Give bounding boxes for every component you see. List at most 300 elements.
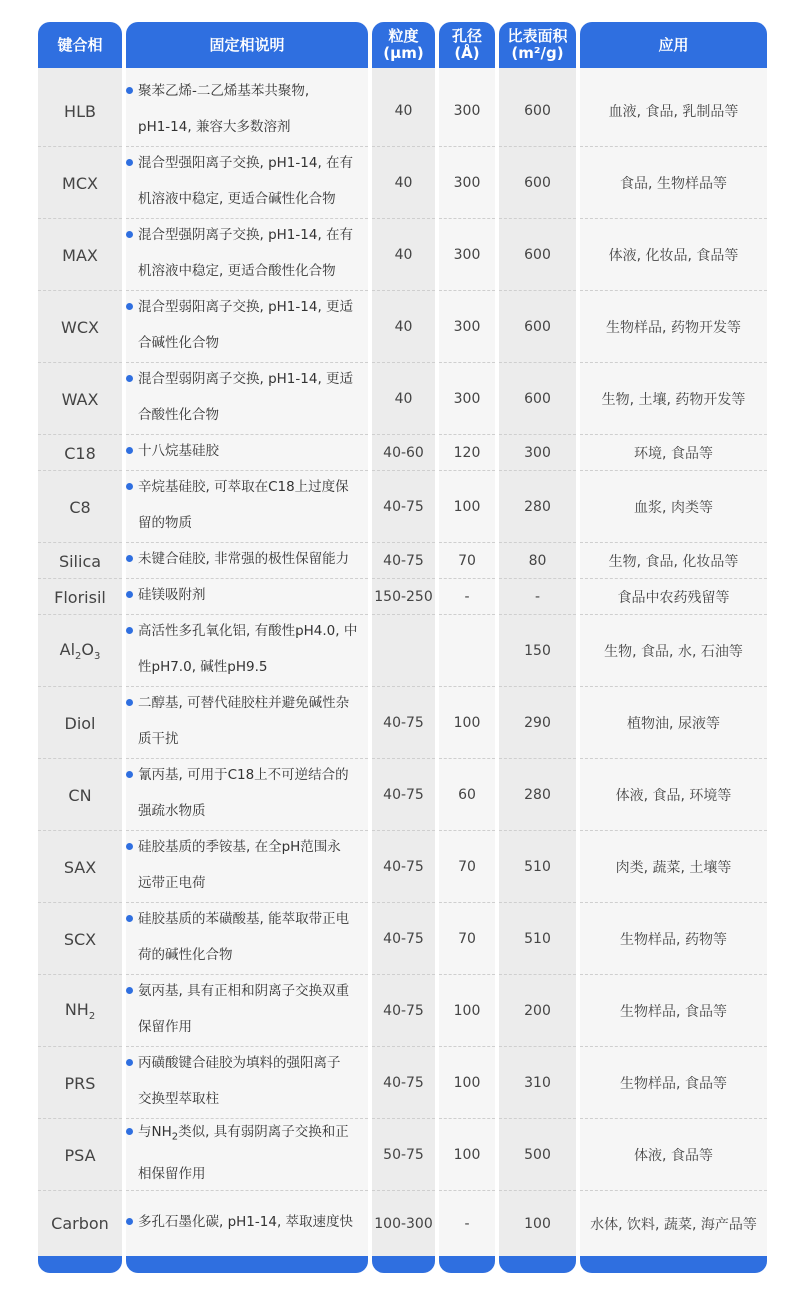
surface-area-cell	[499, 75, 576, 147]
bullet-dot-icon	[126, 771, 133, 778]
pore-size-value: 100	[453, 1075, 481, 1091]
application-cell	[580, 219, 767, 291]
bonded-phase-cell	[38, 1191, 122, 1256]
description-line: 聚苯乙烯-二乙烯基苯共聚物,	[138, 83, 310, 99]
bonded-phase-label: SAX	[63, 857, 97, 877]
stationary-phase-cell	[126, 687, 368, 759]
particle-size-value: 40	[394, 319, 413, 335]
application-value: 环境, 食品等	[634, 446, 713, 462]
pore-size-cell	[439, 435, 495, 471]
pore-size-value: 100	[453, 499, 481, 515]
pore-size-cell	[439, 903, 495, 975]
description-line: 多孔石墨化碳, pH1-14, 萃取速度快	[138, 1213, 354, 1230]
bonded-phase-label: Florisil	[54, 587, 106, 607]
formula-part: 2	[88, 1011, 96, 1023]
surface-area-cell	[499, 579, 576, 615]
application-value: 生物, 土壤, 药物开发等	[601, 392, 746, 408]
pore-size-cell	[439, 687, 495, 759]
stationary-phase-cell	[126, 1047, 368, 1119]
bonded-phase-label: SCX	[63, 929, 97, 949]
surface-area-value: 510	[524, 931, 551, 947]
bonded-phase-cell	[38, 471, 122, 543]
application-value: 生物样品, 食品等	[620, 1076, 727, 1092]
description-line: 性pH7.0, 碱性pH9.5	[138, 659, 268, 675]
description-line: 氰丙基, 可用于C18上不可逆结合的	[138, 767, 349, 783]
table-row	[0, 1047, 800, 1119]
pore-size-value: 300	[453, 175, 481, 191]
stationary-phase-cell	[126, 579, 368, 615]
description-line: 硅镁吸附剂	[138, 587, 206, 603]
description-line: 机溶液中稳定, 更适合酸性化合物	[138, 263, 336, 279]
particle-size-cell	[372, 147, 435, 219]
surface-area-value: 600	[524, 247, 551, 263]
description-line: 强疏水物质	[138, 803, 206, 819]
stationary-phase-description	[126, 613, 357, 685]
description-line: 交换型萃取柱	[138, 1091, 219, 1107]
surface-area-value: 500	[524, 1147, 551, 1163]
application-value: 生物样品, 食品等	[620, 1004, 727, 1020]
pore-size-value: 70	[458, 931, 476, 947]
particle-size-value: 40-75	[383, 787, 424, 803]
stationary-phase-description	[126, 901, 349, 973]
surface-area-value: 200	[524, 1003, 551, 1019]
header-application: 应用	[580, 22, 767, 68]
bonded-phase-cell	[38, 291, 122, 363]
pore-size-cell	[439, 1119, 495, 1191]
bonded-phase-label: MCX	[62, 173, 98, 193]
table-row	[0, 1191, 800, 1256]
bullet-dot-icon	[126, 375, 133, 382]
bonded-phase-label: PSA	[64, 1145, 96, 1165]
surface-area-value: 280	[524, 499, 551, 515]
bullet-dot-icon	[126, 555, 133, 562]
particle-size-value: 50-75	[383, 1147, 424, 1163]
description-line: pH1-14, 兼容大多数溶剂	[138, 119, 291, 135]
application-cell	[580, 687, 767, 759]
surface-area-cell	[499, 471, 576, 543]
stationary-phase-cell	[126, 291, 368, 363]
bonded-phase-label: PRS	[64, 1073, 96, 1093]
pore-size-cell	[439, 579, 495, 615]
stationary-phase-cell	[126, 615, 368, 687]
bonded-phase-label: WCX	[61, 317, 99, 337]
bullet-dot-icon	[126, 447, 133, 454]
application-cell	[580, 75, 767, 147]
bullet-dot-icon	[126, 987, 133, 994]
surface-area-cell	[499, 759, 576, 831]
bonded-phase-cell	[38, 975, 122, 1047]
table-row	[0, 903, 800, 975]
application-cell	[580, 831, 767, 903]
particle-size-value: 40-75	[383, 499, 424, 515]
formula-part: 2	[75, 651, 82, 663]
description-line: 留的物质	[138, 515, 192, 531]
particle-size-cell	[372, 615, 435, 687]
surface-area-cell	[499, 975, 576, 1047]
description-line: 高活性多孔氧化铝, 有酸性pH4.0, 中	[138, 623, 358, 639]
stationary-phase-cell	[126, 831, 368, 903]
stationary-phase-cell	[126, 975, 368, 1047]
bonded-phase-label: C8	[69, 497, 91, 517]
particle-size-cell	[372, 759, 435, 831]
surface-area-value: 310	[524, 1075, 551, 1091]
bonded-phase-label: WAX	[61, 389, 99, 409]
stationary-phase-description	[126, 1045, 341, 1117]
particle-size-value: 40-75	[383, 1003, 424, 1019]
surface-area-cell	[499, 1119, 576, 1191]
stationary-phase-cell	[126, 75, 368, 147]
bullet-dot-icon	[126, 591, 133, 598]
pore-size-cell	[439, 1191, 495, 1256]
surface-area-cell	[499, 1191, 576, 1256]
surface-area-value: 600	[524, 175, 551, 191]
header-stationary-phase: 固定相说明	[126, 22, 368, 68]
surface-area-value: -	[534, 589, 541, 605]
header-pore-size: 孔径 (Å)	[439, 22, 495, 68]
stationary-phase-description	[126, 973, 349, 1045]
surface-area-cell	[499, 903, 576, 975]
description-line: 荷的碱性化合物	[138, 947, 233, 963]
table-row	[0, 975, 800, 1047]
bullet-dot-icon	[126, 159, 133, 166]
header-bonded-phase: 键合相	[38, 22, 122, 68]
particle-size-cell	[372, 687, 435, 759]
surface-area-cell	[499, 219, 576, 291]
application-cell	[580, 615, 767, 687]
application-value: 血浆, 肉类等	[634, 500, 713, 516]
surface-area-value: 290	[524, 715, 551, 731]
table-row	[0, 759, 800, 831]
stationary-phase-description	[126, 217, 353, 289]
stationary-phase-description	[126, 685, 349, 757]
description-line: 丙磺酸键合硅胶为填料的强阳离子	[138, 1055, 341, 1071]
bonded-phase-formula	[65, 1000, 95, 1022]
particle-size-cell	[372, 435, 435, 471]
column-footer	[439, 1256, 495, 1273]
column-footer	[580, 1256, 767, 1273]
stationary-phase-description	[126, 145, 353, 217]
description-line: 混合型强阴离子交换, pH1-14, 在有	[138, 227, 354, 243]
particle-size-cell	[372, 219, 435, 291]
surface-area-value: 280	[524, 787, 551, 803]
application-cell	[580, 291, 767, 363]
pore-size-cell	[439, 759, 495, 831]
table-row	[0, 615, 800, 687]
description-line: 混合型弱阳离子交换, pH1-14, 更适	[138, 299, 354, 315]
particle-size-value: 40-60	[383, 445, 424, 461]
pore-size-value: 60	[458, 787, 476, 803]
bullet-dot-icon	[126, 915, 133, 922]
bonded-phase-cell	[38, 903, 122, 975]
surface-area-value: 300	[524, 445, 551, 461]
application-cell	[580, 975, 767, 1047]
bonded-phase-cell	[38, 831, 122, 903]
bullet-dot-icon	[126, 1059, 133, 1066]
stationary-phase-description	[126, 433, 219, 469]
application-cell	[580, 543, 767, 579]
pore-size-cell	[439, 975, 495, 1047]
column-footer	[38, 1256, 122, 1273]
description-line: 混合型弱阴离子交换, pH1-14, 更适	[138, 371, 354, 387]
particle-size-cell	[372, 291, 435, 363]
surface-area-value: 80	[528, 553, 547, 569]
bonded-phase-cell	[38, 543, 122, 579]
application-value: 体液, 化妆品, 食品等	[608, 248, 739, 264]
table-row	[0, 831, 800, 903]
stationary-phase-cell	[126, 435, 368, 471]
application-value: 体液, 食品, 环境等	[615, 788, 732, 804]
surface-area-cell	[499, 1047, 576, 1119]
application-value: 生物, 食品, 化妆品等	[608, 554, 739, 570]
surface-area-cell	[499, 435, 576, 471]
stationary-phase-description	[126, 541, 349, 577]
bonded-phase-label: C18	[64, 443, 96, 463]
surface-area-cell	[499, 543, 576, 579]
application-value: 肉类, 蔬菜, 土壤等	[615, 860, 732, 876]
particle-size-value: 40	[394, 391, 413, 407]
application-cell	[580, 363, 767, 435]
application-cell	[580, 759, 767, 831]
particle-size-cell	[372, 363, 435, 435]
bonded-phase-cell	[38, 435, 122, 471]
application-value: 生物样品, 药物等	[620, 932, 727, 948]
particle-size-cell	[372, 1119, 435, 1191]
column-footer	[372, 1256, 435, 1273]
bullet-dot-icon	[126, 843, 133, 850]
particle-size-cell	[372, 903, 435, 975]
surface-area-cell	[499, 615, 576, 687]
table-row	[0, 543, 800, 579]
application-value: 植物油, 尿液等	[627, 716, 720, 732]
bonded-phase-cell	[38, 147, 122, 219]
description-line: 未键合硅胶, 非常强的极性保留能力	[138, 551, 350, 567]
stationary-phase-cell	[126, 471, 368, 543]
surface-area-cell	[499, 147, 576, 219]
description-part: 2	[171, 1131, 179, 1143]
stationary-phase-description	[126, 757, 349, 829]
particle-size-value: 40-75	[383, 931, 424, 947]
stationary-phase-description	[126, 73, 309, 145]
table-row	[0, 363, 800, 435]
bonded-phase-label: CN	[68, 785, 92, 805]
table-row	[0, 291, 800, 363]
description-part: 类似, 具有弱阴离子交换和正	[178, 1124, 349, 1141]
bullet-dot-icon	[126, 1218, 133, 1225]
bonded-phase-cell	[38, 75, 122, 147]
table-row	[0, 435, 800, 471]
surface-area-cell	[499, 363, 576, 435]
bullet-dot-icon	[126, 1128, 133, 1135]
pore-size-cell	[439, 543, 495, 579]
application-cell	[580, 1191, 767, 1256]
bonded-phase-cell	[38, 363, 122, 435]
stationary-phase-cell	[126, 1119, 368, 1191]
particle-size-cell	[372, 1047, 435, 1119]
particle-size-value: 40-75	[383, 553, 424, 569]
pore-size-value: 70	[458, 859, 476, 875]
surface-area-value: 100	[524, 1215, 551, 1232]
formula-part: 3	[93, 651, 101, 663]
pore-size-value: 100	[453, 715, 481, 731]
application-cell	[580, 471, 767, 543]
bonded-phase-label: Diol	[64, 713, 96, 733]
pore-size-value: 120	[453, 445, 481, 461]
pore-size-cell	[439, 291, 495, 363]
table-row	[0, 471, 800, 543]
bonded-phase-cell	[38, 759, 122, 831]
application-value: 生物样品, 药物开发等	[606, 320, 741, 336]
stationary-phase-cell	[126, 759, 368, 831]
bonded-phase-formula	[60, 640, 101, 662]
description-line: 混合型强阳离子交换, pH1-14, 在有	[138, 155, 354, 171]
description-line: 机溶液中稳定, 更适合碱性化合物	[138, 191, 336, 207]
particle-size-value: 100-300	[374, 1215, 433, 1232]
particle-size-value: 40-75	[383, 859, 424, 875]
bonded-phase-cell	[38, 219, 122, 291]
description-line: 硅胶基质的季铵基, 在全pH范围永	[138, 839, 341, 855]
description-line: 二醇基, 可替代硅胶柱并避免碱性杂	[138, 695, 350, 711]
particle-size-value: 150-250	[374, 589, 433, 605]
table-row	[0, 75, 800, 147]
description-line: 相保留作用	[138, 1165, 206, 1182]
table-row	[0, 219, 800, 291]
surface-area-value: 600	[524, 319, 551, 335]
particle-size-value: 40	[394, 103, 413, 119]
particle-size-cell	[372, 831, 435, 903]
application-value: 血液, 食品, 乳制品等	[608, 104, 739, 120]
application-value: 食品, 生物样品等	[620, 176, 727, 192]
surface-area-value: 150	[524, 643, 551, 659]
pore-size-cell	[439, 615, 495, 687]
pore-size-cell	[439, 75, 495, 147]
surface-area-cell	[499, 291, 576, 363]
description-line: 硅胶基质的苯磺酸基, 能萃取带正电	[138, 911, 350, 927]
table-row	[0, 147, 800, 219]
particle-size-cell	[372, 1191, 435, 1256]
description-line: 远带正电荷	[138, 875, 206, 891]
surface-area-cell	[499, 687, 576, 759]
stationary-phase-description	[126, 361, 353, 433]
application-value: 食品中农药残留等	[617, 590, 730, 606]
pore-size-value: 70	[458, 553, 476, 569]
description-line: 质干扰	[138, 731, 179, 747]
bullet-dot-icon	[126, 231, 133, 238]
application-cell	[580, 579, 767, 615]
description-line: 保留作用	[138, 1019, 192, 1035]
application-value: 体液, 食品等	[634, 1148, 713, 1164]
formula-part: O	[81, 639, 94, 659]
stationary-phase-cell	[126, 543, 368, 579]
pore-size-cell	[439, 147, 495, 219]
particle-size-cell	[372, 543, 435, 579]
table-row	[0, 1119, 800, 1191]
particle-size-cell	[372, 75, 435, 147]
bullet-dot-icon	[126, 483, 133, 490]
description-line: 氨丙基, 具有正相和阴离子交换双重	[138, 983, 350, 999]
pore-size-value: -	[464, 1215, 470, 1232]
stationary-phase-description	[126, 289, 353, 361]
bullet-dot-icon	[126, 627, 133, 634]
bonded-phase-label: MAX	[62, 245, 98, 265]
stationary-phase-description	[126, 469, 349, 541]
description-line: 辛烷基硅胶, 可萃取在C18上过度保	[138, 479, 349, 495]
bonded-phase-cell	[38, 579, 122, 615]
column-footer	[499, 1256, 576, 1273]
table-row	[0, 687, 800, 759]
surface-area-value: 600	[524, 103, 551, 119]
surface-area-value: 600	[524, 391, 551, 407]
stationary-phase-description	[126, 1114, 349, 1192]
bullet-dot-icon	[126, 87, 133, 94]
particle-size-value: 40-75	[383, 1075, 424, 1091]
stationary-phase-cell	[126, 903, 368, 975]
pore-size-value: 300	[453, 319, 481, 335]
particle-size-cell	[372, 579, 435, 615]
application-cell	[580, 1047, 767, 1119]
stationary-phase-description	[126, 829, 341, 901]
application-cell	[580, 903, 767, 975]
bonded-phase-label: HLB	[64, 101, 96, 121]
description-line: 十八烷基硅胶	[138, 443, 219, 459]
pore-size-value: 100	[453, 1147, 481, 1163]
bonded-phase-cell	[38, 687, 122, 759]
pore-size-cell	[439, 471, 495, 543]
application-cell	[580, 147, 767, 219]
table-row	[0, 579, 800, 615]
particle-size-cell	[372, 975, 435, 1047]
pore-size-value: -	[464, 589, 470, 605]
description-part: 与NH	[138, 1124, 172, 1141]
stationary-phase-cell	[126, 363, 368, 435]
description-line	[138, 1114, 349, 1156]
pore-size-cell	[439, 1047, 495, 1119]
bonded-phase-cell	[38, 615, 122, 687]
stationary-phase-description	[126, 1204, 353, 1240]
pore-size-value: 300	[453, 391, 481, 407]
bonded-phase-label: Silica	[58, 551, 102, 571]
formula-part: Al	[59, 639, 76, 659]
stationary-phase-cell	[126, 219, 368, 291]
particle-size-value: 40-75	[383, 715, 424, 731]
bonded-phase-label: Carbon	[51, 1214, 109, 1233]
stationary-phase-cell	[126, 1191, 368, 1256]
header-particle-size: 粒度 (μm)	[372, 22, 435, 68]
pore-size-value: 100	[453, 1003, 481, 1019]
bonded-phase-cell	[38, 1119, 122, 1191]
application-cell	[580, 1119, 767, 1191]
bullet-dot-icon	[126, 699, 133, 706]
pore-size-cell	[439, 219, 495, 291]
bonded-phase-cell	[38, 1047, 122, 1119]
particle-size-cell	[372, 471, 435, 543]
stationary-phase-description	[126, 577, 206, 613]
pore-size-cell	[439, 831, 495, 903]
description-line: 合碱性化合物	[138, 335, 219, 351]
pore-size-value: 300	[453, 103, 481, 119]
surface-area-cell	[499, 831, 576, 903]
bullet-dot-icon	[126, 303, 133, 310]
header-surface-area: 比表面积 (m²/g)	[499, 22, 576, 68]
description-line: 合酸性化合物	[138, 407, 219, 423]
application-value: 生物, 食品, 水, 石油等	[604, 644, 743, 660]
particle-size-value: 40	[394, 175, 413, 191]
particle-size-value: 40	[394, 247, 413, 263]
stationary-phase-cell	[126, 147, 368, 219]
formula-part: NH	[64, 999, 89, 1019]
surface-area-value: 510	[524, 859, 551, 875]
pore-size-cell	[439, 363, 495, 435]
application-cell	[580, 435, 767, 471]
